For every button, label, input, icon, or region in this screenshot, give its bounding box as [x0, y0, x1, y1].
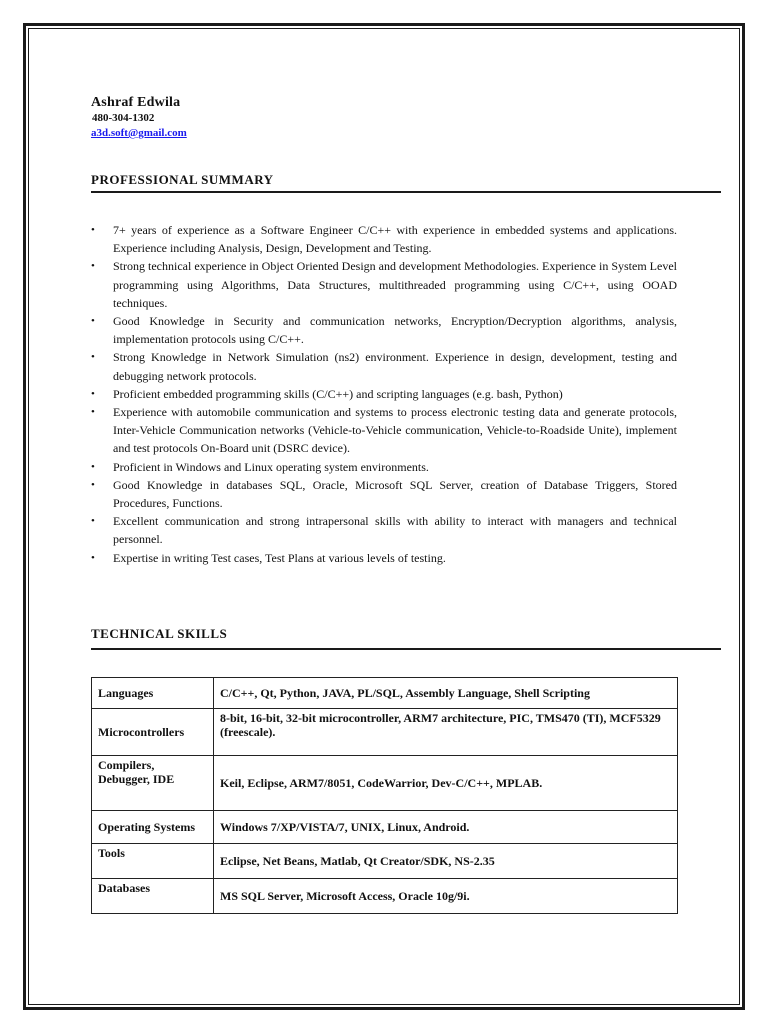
- bullet-icon: •: [91, 260, 95, 273]
- list-item: • Good Knowledge in databases SQL, Oracle, Microsoft SQL Server, creation of Database Triggers, Stored Procedures, Functions.: [91, 477, 677, 511]
- skill-value: 8-bit, 16-bit, 32-bit microcontroller, ARM7 architecture, PIC, TMS470 (TI), MCF5329 (freescale).: [214, 709, 678, 756]
- bullet-icon: •: [91, 478, 95, 491]
- skill-category: Databases: [92, 879, 214, 914]
- list-item: • Proficient embedded programming skills (C/C++) and scripting languages (e.g. bash, Python): [91, 385, 677, 403]
- list-item: • Good Knowledge in Security and communication networks, Encryption/Decryption algorithms, analysis, implementation protocols using C/C++.: [91, 314, 677, 347]
- list-item: • Proficient in Windows and Linux operating system environments.: [91, 458, 677, 476]
- list-item: • Strong technical experience in Object Oriented Design and development Methodologies. Experience in System Level programming using Algorithms, Data Structures, multithreaded programming using C/C++, using OOAD techniques.: [91, 259, 677, 310]
- email-link[interactable]: a3d.soft@gmail.com: [91, 127, 187, 139]
- bullet-icon: •: [91, 406, 95, 419]
- list-item: • Experience with automobile communication and systems to process electronic testing data and generate protocols, Inter-Vehicle Communication networks (Vehicle-to-Vehicle communication, Vehicle-to-Roadside Unite), implement and test protocols On-Board unit (DSRC device).: [91, 405, 677, 456]
- skills-heading: TECHNICAL SKILLS: [91, 626, 228, 641]
- skill-category: Tools: [92, 844, 214, 879]
- skill-value: MS SQL Server, Microsoft Access, Oracle 10g/9i.: [214, 879, 678, 914]
- skill-value: Keil, Eclipse, ARM7/8051, CodeWarrior, Dev-C/C++, MPLAB.: [214, 756, 678, 811]
- skill-category: Compilers, Debugger, IDE: [92, 756, 214, 811]
- bullet-icon: •: [91, 351, 95, 364]
- skill-category: Operating Systems: [92, 811, 214, 844]
- resume-header: [91, 95, 187, 141]
- bullet-icon: •: [91, 551, 95, 564]
- skill-value: C/C++, Qt, Python, JAVA, PL/SQL, Assembly Language, Shell Scripting: [214, 678, 678, 709]
- skills-table: [91, 677, 678, 914]
- table-row: [92, 811, 678, 844]
- summary-divider: [91, 191, 721, 193]
- skill-value: Windows 7/XP/VISTA/7, UNIX, Linux, Android.: [214, 811, 678, 844]
- list-item: • Expertise in writing Test cases, Test Plans at various levels of testing.: [91, 549, 677, 567]
- table-row: [92, 709, 678, 756]
- skill-value: Eclipse, Net Beans, Matlab, Qt Creator/SDK, NS-2.35: [214, 844, 678, 879]
- skill-category: Microcontrollers: [92, 709, 214, 756]
- table-row: [92, 879, 678, 914]
- list-item: • Strong Knowledge in Network Simulation (ns2) environment. Experience in design, development, testing and debugging network protocols.: [91, 350, 677, 383]
- bullet-icon: •: [91, 387, 95, 400]
- skills-divider: [91, 648, 721, 650]
- bullet-icon: •: [91, 515, 95, 528]
- bullet-icon: •: [91, 460, 95, 473]
- list-item: • Excellent communication and strong intrapersonal skills with ability to interact with managers and technical personnel.: [91, 514, 677, 547]
- summary-heading: PROFESSIONAL SUMMARY: [91, 172, 274, 187]
- skill-category: Languages: [92, 678, 214, 709]
- bullet-icon: •: [91, 315, 95, 328]
- bullet-icon: •: [91, 224, 95, 236]
- list-item: • 7+ years of experience as a Software Engineer C/C++ with experience in embedded systems and applications. Experience including Analysis, Design, Development and Testing.: [91, 223, 677, 256]
- summary-list: [91, 221, 677, 567]
- table-row: [92, 756, 678, 811]
- table-row: [92, 844, 678, 879]
- phone-number: 480-304-1302: [92, 112, 155, 124]
- table-row: [92, 678, 678, 709]
- candidate-name: Ashraf Edwila: [91, 95, 181, 110]
